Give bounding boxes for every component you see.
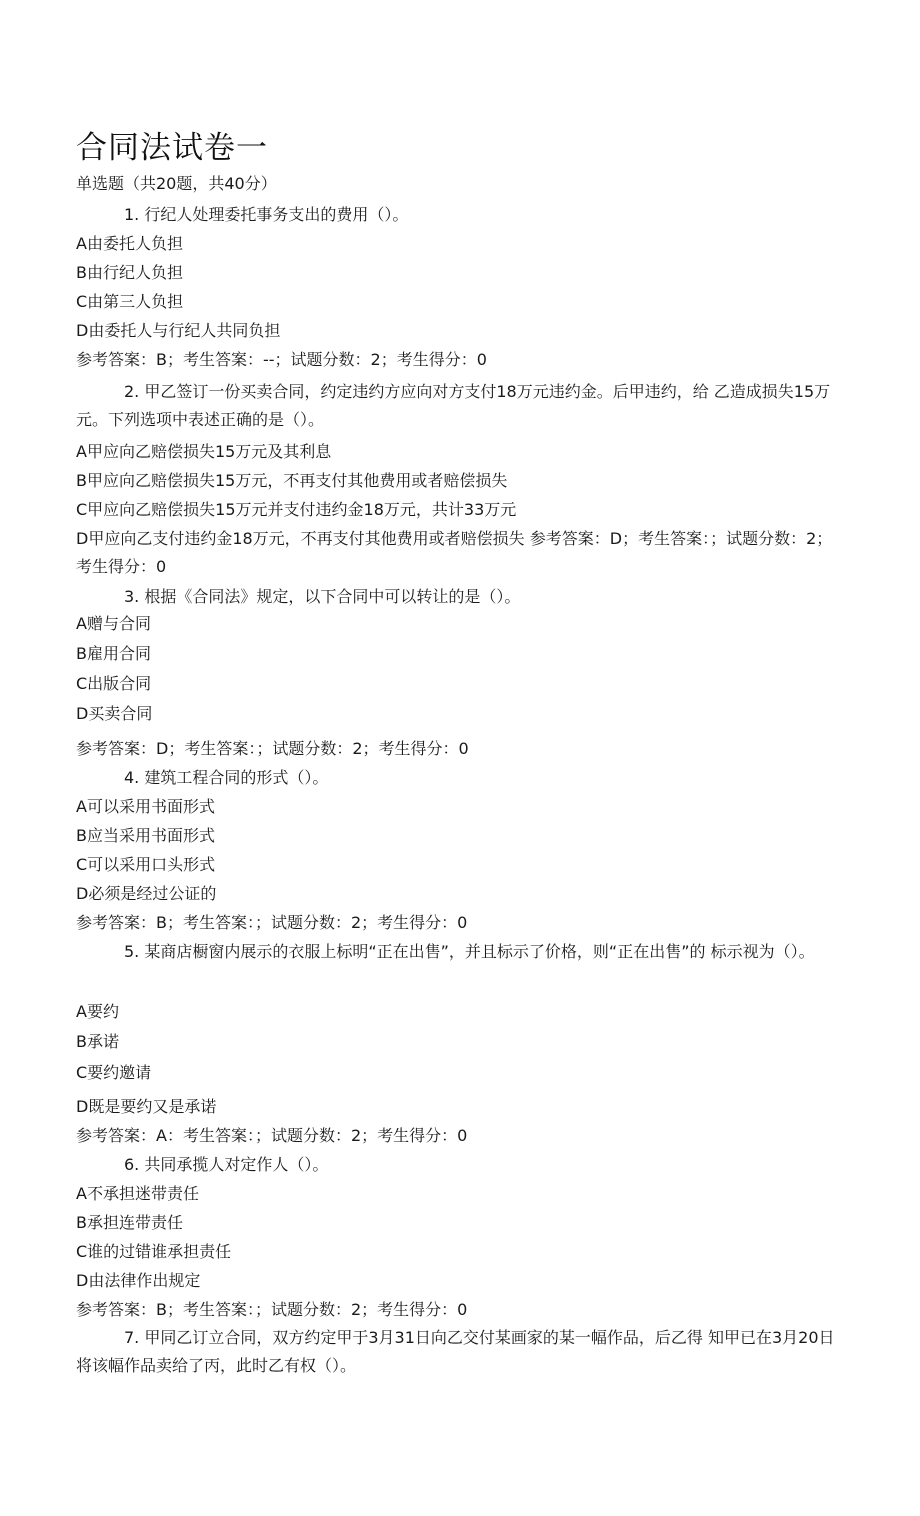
section-heading: 单选题（共20题，共40分）	[76, 174, 277, 193]
option: B承担连带责任	[76, 1213, 183, 1232]
question-stem: 7. 甲同乙订立合同，双方约定甲于3月31日向乙交付某画家的某一幅作品，后乙得 知甲已在3月20日将该幅作品卖给了丙，此时乙有权（）。	[76, 1328, 835, 1375]
question-stem: 1. 行纪人处理委托事务支出的费用（）。	[124, 205, 409, 224]
option: A要约	[76, 1002, 119, 1021]
question-stem: 3. 根据《合同法》规定，以下合同中可以转让的是（）。	[124, 587, 521, 606]
option: D必须是经过公证的	[76, 884, 217, 903]
option: B承诺	[76, 1032, 119, 1051]
option: D由委托人与行纪人共同负担	[76, 321, 281, 340]
answer-line: 参考答案：B；考生答案：；试题分数：2；考生得分：0	[76, 1300, 468, 1319]
option: A赠与合同	[76, 614, 151, 633]
option: A不承担迷带责任	[76, 1184, 199, 1203]
option: C可以采用口头形式	[76, 855, 216, 874]
answer-line: 参考答案：A：考生答案：；试题分数：2；考生得分：0	[76, 1126, 468, 1145]
option: B应当采用书面形式	[76, 826, 215, 845]
option: D既是要约又是承诺	[76, 1097, 217, 1116]
question-stem: 2. 甲乙签订一份买卖合同，约定违约方应向对方支付18万元违约金。后甲违约，给 乙造成损失15万元。下列选项中表述正确的是（）。	[76, 382, 831, 429]
option: B甲应向乙赔偿损失15万元，不再支付其他费用或者赔偿损失	[76, 471, 508, 490]
option: D由法律作出规定	[76, 1271, 201, 1290]
option-with-answer: D甲应向乙支付违约金18万元，不再支付其他费用或者赔偿损失 参考答案：D；考生答案：；试题分数：2；考生得分：0	[76, 529, 833, 576]
question-stem: 6. 共同承揽人对定作人（）。	[124, 1155, 329, 1174]
option: C甲应向乙赔偿损失15万元并支付违约金18万元，共计33万元	[76, 500, 517, 519]
question-stem: 4. 建筑工程合同的形式（）。	[124, 768, 329, 787]
option: A由委托人负担	[76, 234, 183, 253]
question-stem: 5. 某商店橱窗内展示的衣服上标明“正在出售”，并且标示了价格，则“正在出售”的 标示视为（）。	[124, 942, 815, 961]
page-title: 合同法试卷一	[76, 130, 268, 166]
option: C由第三人负担	[76, 292, 184, 311]
option: B雇用合同	[76, 644, 151, 663]
option: B由行纪人负担	[76, 263, 183, 282]
option: C出版合同	[76, 674, 152, 693]
option: A可以采用书面形式	[76, 797, 215, 816]
option: A甲应向乙赔偿损失15万元及其利息	[76, 442, 332, 461]
answer-line: 参考答案：B；考生答案：；试题分数：2；考生得分：0	[76, 913, 468, 932]
option: C要约邀请	[76, 1063, 152, 1082]
option: D买卖合同	[76, 704, 153, 723]
option: C谁的过错谁承担责任	[76, 1242, 232, 1261]
answer-line: 参考答案：D；考生答案：；试题分数：2；考生得分：0	[76, 739, 469, 758]
answer-line: 参考答案：B；考生答案：--；试题分数：2；考生得分：0	[76, 350, 487, 369]
